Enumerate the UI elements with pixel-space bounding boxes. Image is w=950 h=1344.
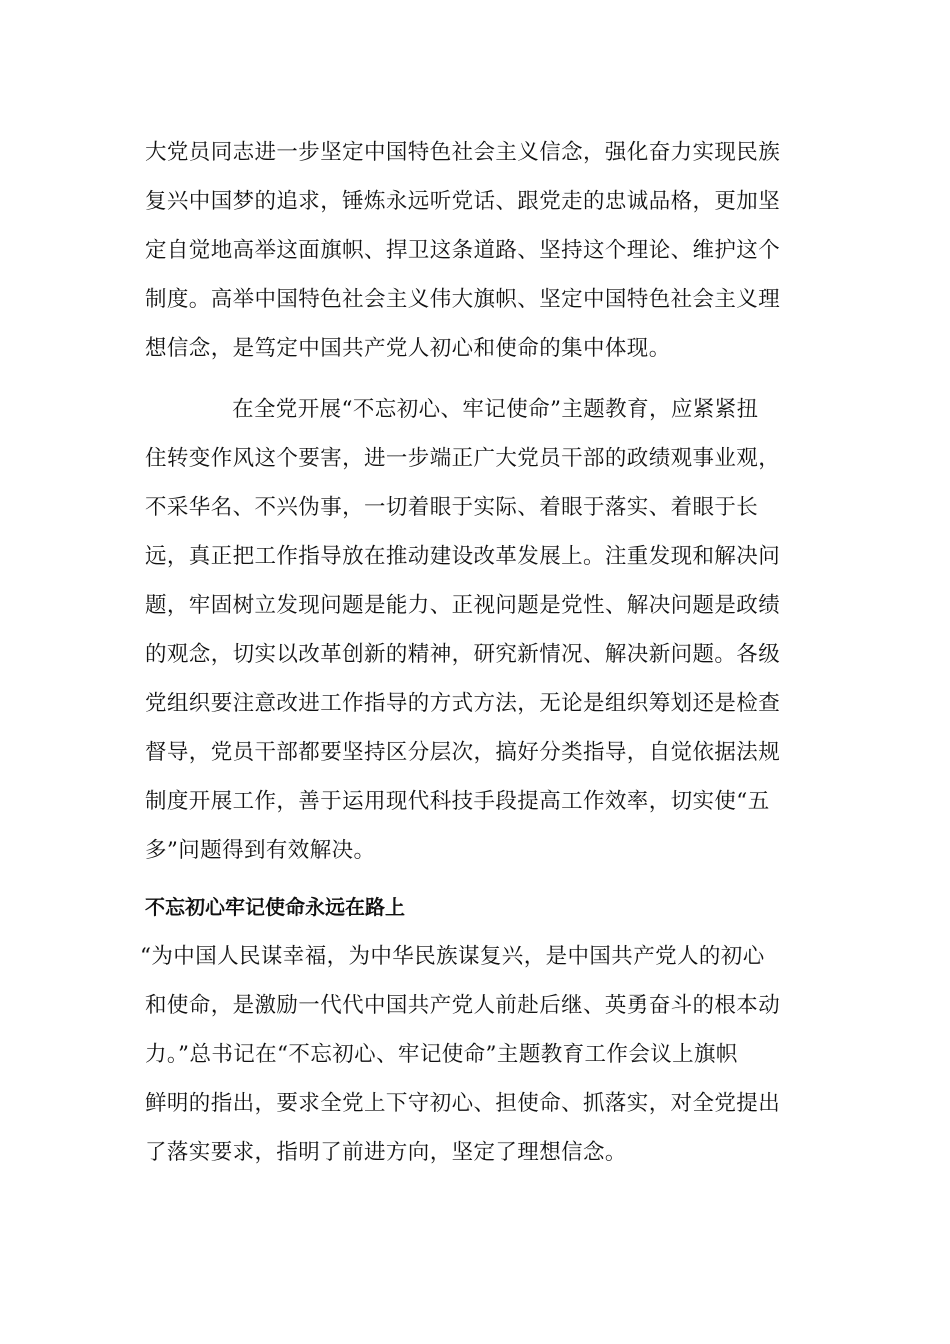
paragraph-2-line: 制度开展工作，善于运用现代科技手段提高工作效率，切实使“五 [145, 789, 770, 814]
paragraph-3-line: 力。”总书记在“不忘初心、牢记使命”主题教育工作会议上旗帜 [145, 1042, 738, 1067]
paragraph-1-line: 定自觉地高举这面旗帜、捍卫这条道路、坚持这个理论、维护这个 [145, 238, 781, 263]
paragraph-2-line: 题，牢固树立发现问题是能力、正视问题是党性、解决问题是政绩 [145, 593, 781, 618]
paragraph-2-line: 多”问题得到有效解决。 [145, 838, 376, 863]
paragraph-2-line: 远，真正把工作指导放在推动建设改革发展上。注重发现和解决问 [145, 544, 781, 569]
paragraph-2-line: 的观念，切实以改革创新的精神，研究新情况、解决新问题。各级 [145, 642, 781, 667]
paragraph-2-line: 住转变作风这个要害，进一步端正广大党员干部的政绩观事业观， [145, 446, 781, 471]
paragraph-1-line: 想信念，是笃定中国共产党人初心和使命的集中体现。 [145, 336, 671, 361]
paragraph-3-line: “为中国人民谋幸福，为中华民族谋复兴，是中国共产党人的初心 [140, 944, 765, 969]
paragraph-2-line: 在全党开展“不忘初心、牢记使命”主题教育，应紧紧扭 [232, 397, 759, 422]
section-heading: 不忘初心牢记使命永远在路上 [145, 895, 405, 919]
paragraph-2-line: 不采华名、不兴伪事，一切着眼于实际、着眼于落实、着眼于长 [145, 495, 759, 520]
paragraph-3-line: 和使命，是激励一代代中国共产党人前赴后继、英勇奋斗的根本动 [145, 993, 781, 1018]
paragraph-2-line: 党组织要注意改进工作指导的方式方法，无论是组织筹划还是检查 [145, 691, 781, 716]
paragraph-3-line: 了落实要求，指明了前进方向，坚定了理想信念。 [145, 1140, 627, 1165]
paragraph-1-line: 大党员同志进一步坚定中国特色社会主义信念，强化奋力实现民族 [145, 140, 781, 165]
paragraph-1-line: 制度。高举中国特色社会主义伟大旗帜、坚定中国特色社会主义理 [145, 287, 781, 312]
paragraph-2-line: 督导，党员干部都要坚持区分层次，搞好分类指导，自觉依据法规 [145, 740, 781, 765]
paragraph-3-line: 鲜明的指出，要求全党上下守初心、担使命、抓落实，对全党提出 [145, 1091, 781, 1116]
paragraph-1-line: 复兴中国梦的追求，锤炼永远听党话、跟党走的忠诚品格，更加坚 [145, 189, 781, 214]
